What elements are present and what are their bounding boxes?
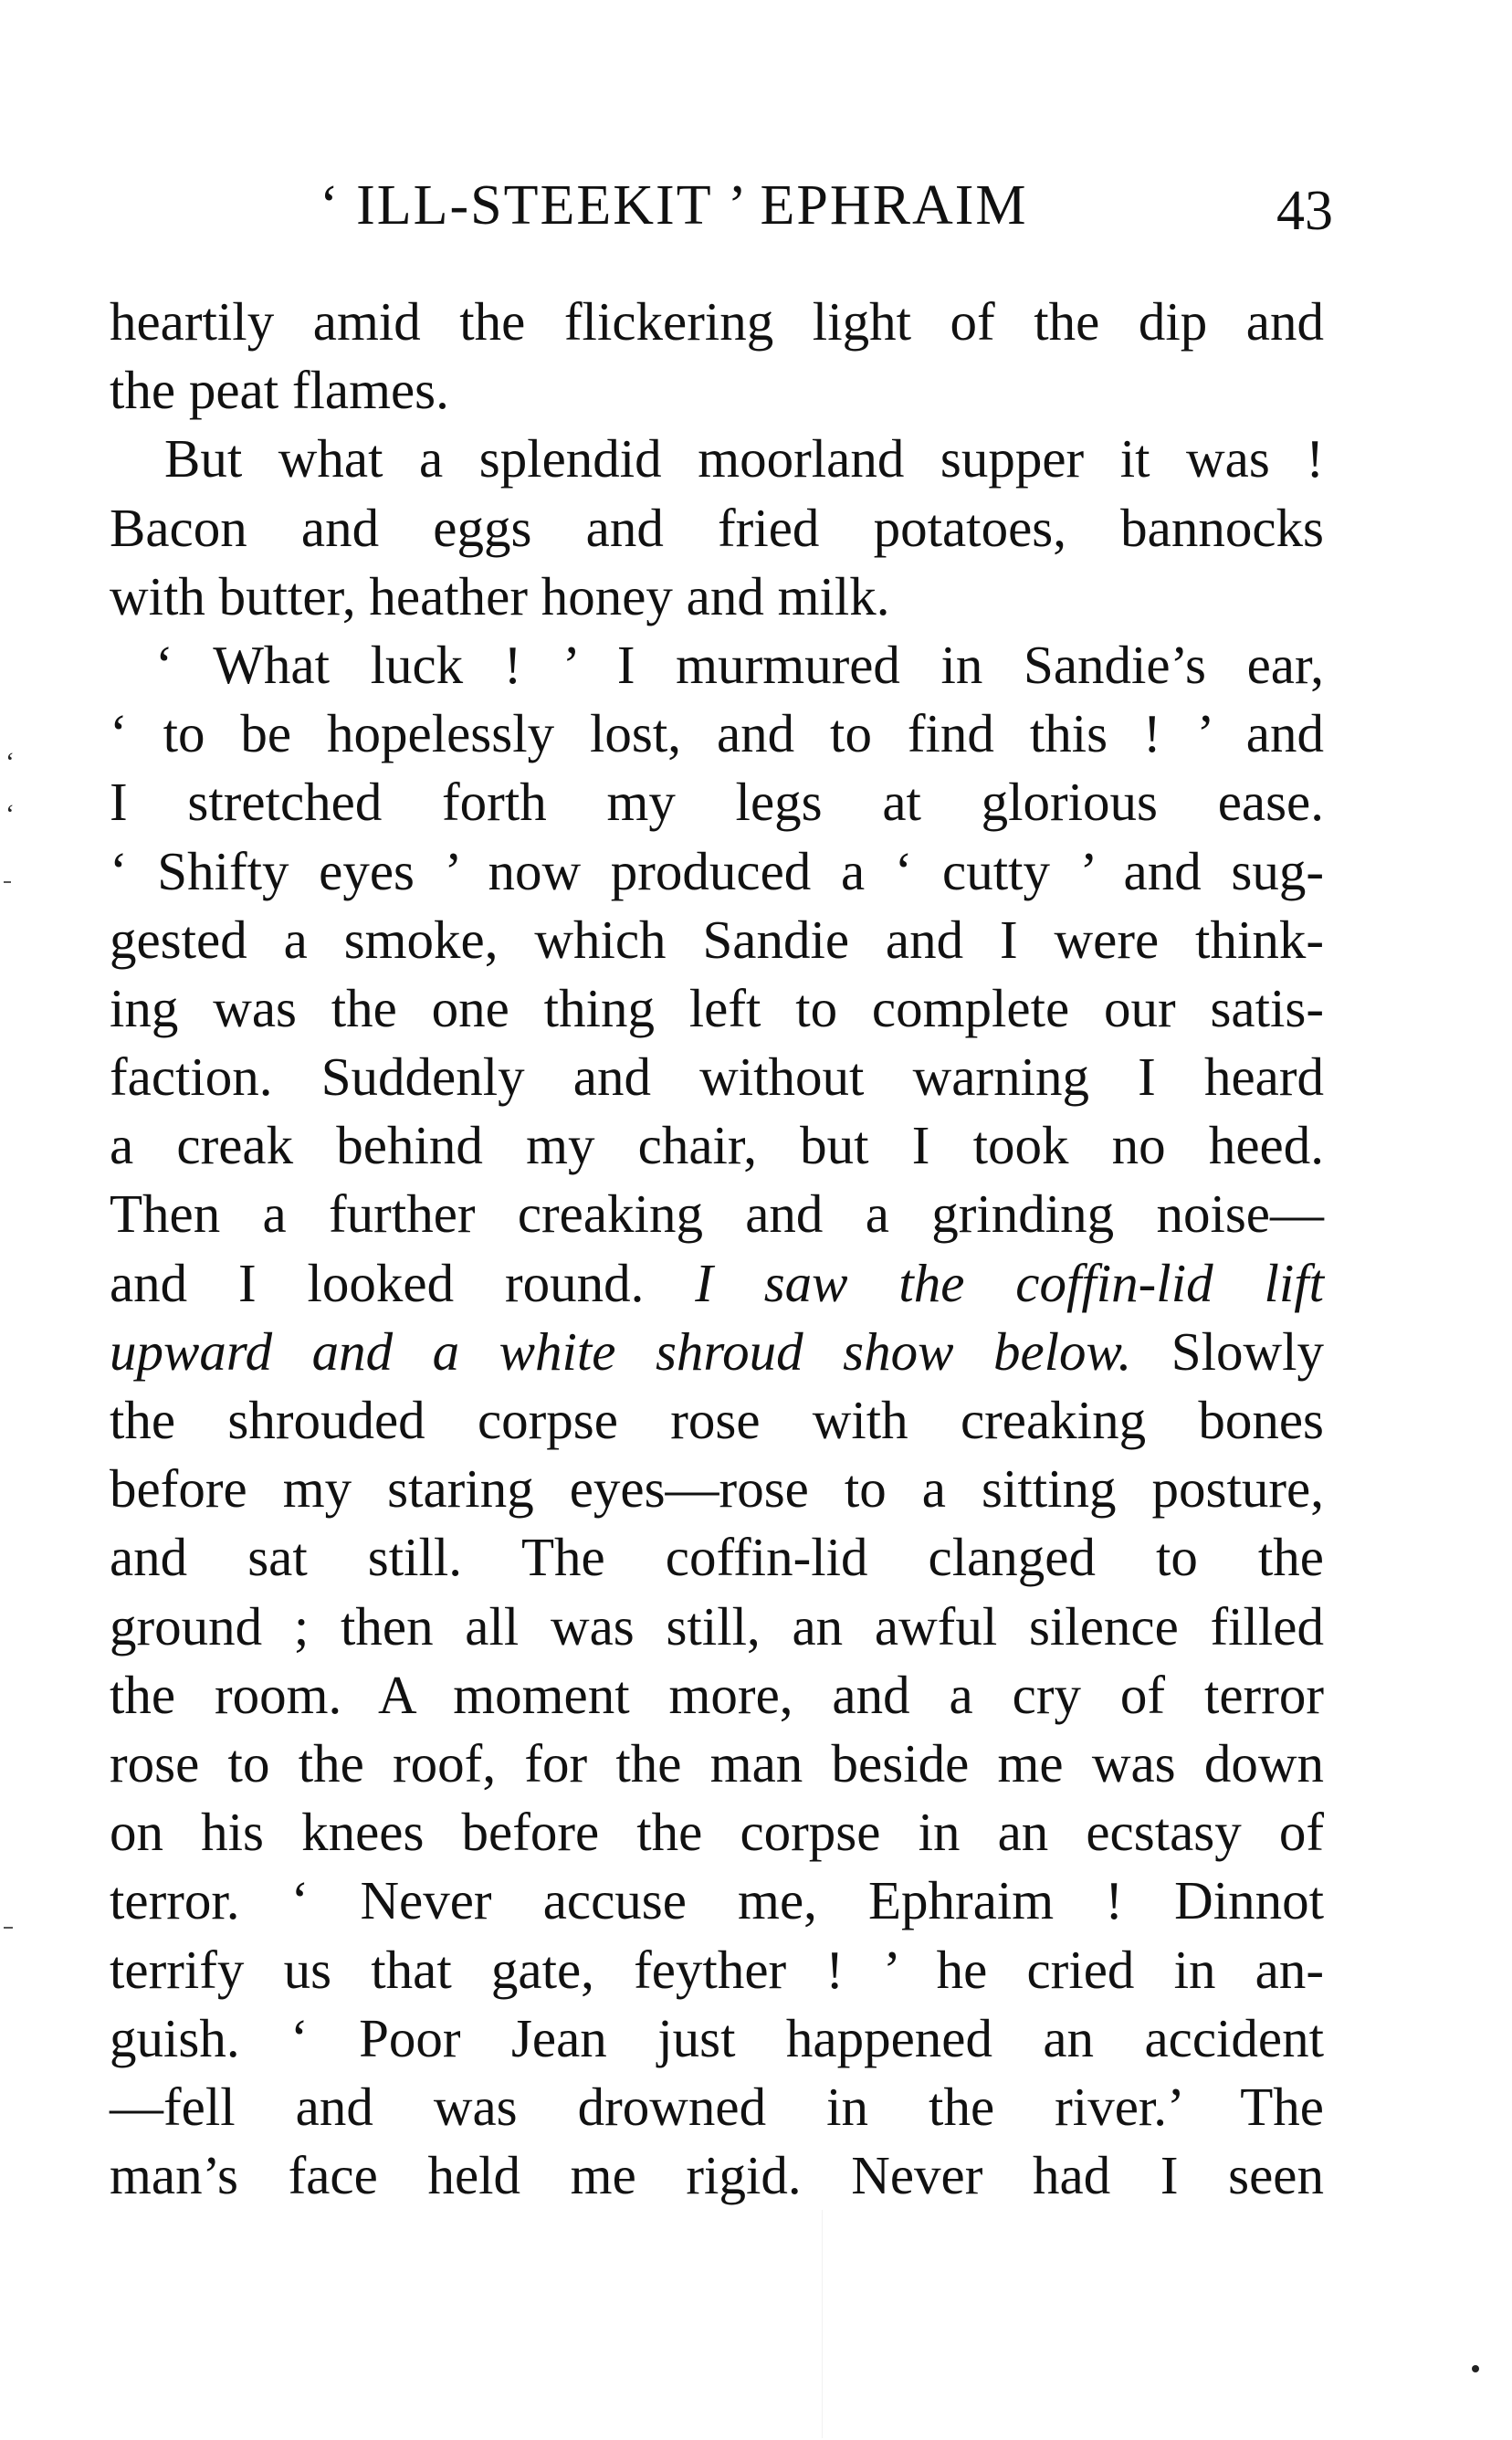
text-line: the shrouded corpse rose with creaking bones [110, 1390, 1324, 1450]
text-line: —fell and was drowned in the river.’ The [110, 2076, 1324, 2137]
margin-speck [4, 1927, 13, 1929]
text-line: ground ; then all was still, an awful silence filled [110, 1595, 1324, 1656]
margin-speck: ‘ [5, 747, 15, 777]
text-line: ‘ Shifty eyes ’ now produced a ‘ cutty ’ and sug- [110, 840, 1324, 901]
text-line: and sat still. The coffin-lid clanged to the [110, 1527, 1324, 1588]
text-line: ‘ to be hopelessly lost, and to find this ! ’ and [110, 703, 1324, 764]
text-line: But what a splendid moorland supper it was ! [164, 428, 1324, 489]
text-line: man’s face held me rigid. Never had I seen [110, 2145, 1324, 2206]
text-run: and I looked round. [110, 1252, 645, 1313]
text-line: faction. Suddenly and without warning I heard [110, 1046, 1324, 1108]
text-line: the peat flames. [110, 360, 449, 421]
text-line: ‘ What luck ! ’ I murmured in Sandie’s ear, [155, 634, 1324, 695]
text-line: on his knees before the corpse in an ecstasy of [110, 1802, 1324, 1863]
running-head: ‘ ILL-STEEKIT ’ EPHRAIM [320, 174, 1028, 237]
text-run: Slowly [1171, 1320, 1324, 1382]
text-line: a creak behind my chair, but I took no heed. [110, 1115, 1324, 1176]
page-header [110, 174, 1333, 247]
scan-shadow [822, 2210, 823, 2438]
text-line: terrify us that gate, feyther ! ’ he cried in an- [110, 1939, 1324, 2000]
text-line: with butter, heather honey and milk. [110, 565, 890, 626]
text-line: rose to the roof, for the man beside me was down [110, 1732, 1324, 1793]
text-line: gested a smoke, which Sandie and I were think- [110, 909, 1324, 970]
text-line: ing was the one thing left to complete our satis- [110, 977, 1324, 1038]
margin-speck [4, 881, 11, 883]
italic-run: upward and a white shroud show below. [110, 1320, 1132, 1382]
text-line: heartily amid the flickering light of the dip and [110, 291, 1324, 352]
italic-run: I saw the coffin-lid lift [695, 1252, 1325, 1313]
text-line: Bacon and eggs and fried potatoes, bannocks [110, 497, 1324, 558]
text-line: I stretched forth my legs at glorious ease. [110, 772, 1324, 833]
margin-speck [1472, 2365, 1479, 2372]
text-line: the room. A moment more, and a cry of terror [110, 1664, 1324, 1725]
text-line: guish. ‘ Poor Jean just happened an accident [110, 2007, 1324, 2068]
text-line: before my staring eyes—rose to a sitting posture, [110, 1458, 1324, 1520]
text-line-mixed [110, 1249, 1324, 1318]
text-line: Then a further creaking and a grinding noise— [110, 1183, 1324, 1245]
margin-speck: ‘ [5, 799, 15, 829]
body-text [110, 288, 1324, 2210]
page-number: 43 [1276, 180, 1333, 242]
text-line: terror. ‘ Never accuse me, Ephraim ! Dinnot [110, 1870, 1324, 1931]
text-line-mixed [110, 1318, 1324, 1386]
